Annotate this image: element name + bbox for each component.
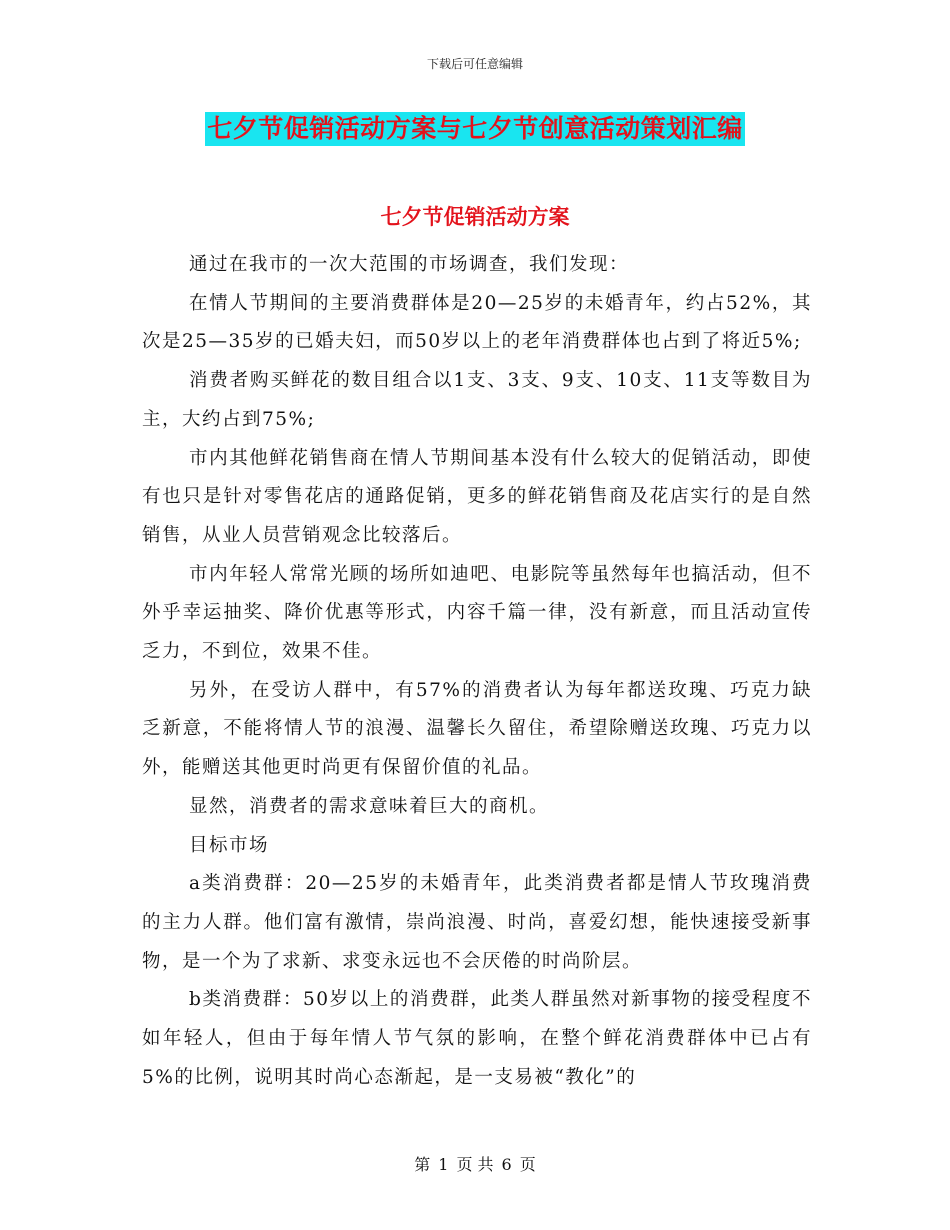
paragraph: 在情人节期间的主要消费群体是20—25岁的未婚青年，约占52%，其次是25—35岁的已婚夫妇，而50岁以上的老年消费群体也占到了将近5%; xyxy=(142,292,812,353)
paragraph: 消费者购买鲜花的数目组合以1支、3支、9支、10支、11支等数目为主，大约占到75%; xyxy=(142,370,812,430)
paragraph: 另外，在受访人群中，有57%的消费者认为每年都送玫瑰、巧克力缺乏新意，不能将情人节的浪漫、温馨长久留住，希望除赠送玫瑰、巧克力以外，能赠送其他更时尚更有保留价值的礼品。 xyxy=(142,679,812,779)
paragraph: b类消费群：50岁以上的消费群，此类人群虽然对新事物的接受程度不如年轻人，但由于每年情人节气氛的影响，在整个鲜花消费群体中已占有5%的比例，说明其时尚心态渐起，是一支易被“教化”的 xyxy=(142,989,812,1088)
paragraph: 市内其他鲜花销售商在情人节期间基本没有什么较大的促销活动，即使有也只是针对零售花店的通路促销，更多的鲜花销售商及花店实行的是自然销售，从业人员营销观念比较落后。 xyxy=(142,447,812,546)
paragraph: 市内年轻人常常光顾的场所如迪吧、电影院等虽然每年也搞活动，但不外乎幸运抽奖、降价优惠等形式，内容千篇一律，没有新意，而且活动宣传乏力，不到位，效果不佳。 xyxy=(142,563,812,663)
main-title: 七夕节促销活动方案与七夕节创意活动策划汇编 xyxy=(205,112,745,146)
footer-current-page: 1 xyxy=(438,1155,449,1174)
footer-label-page: 第 xyxy=(414,1155,431,1174)
body-text xyxy=(142,246,812,1097)
paragraph: a类消费群：20—25岁的未婚青年，此类消费者都是情人节玫瑰消费的主力人群。他们富有激情，崇尚浪漫、时尚，喜爱幻想，能快速接受新事物，是一个为了求新、求变永远也不会厌倦的时尚阶层。 xyxy=(142,873,812,972)
paragraph: 目标市场 xyxy=(189,834,270,856)
page-footer xyxy=(0,1152,950,1175)
paragraph: 通过在我市的一次大范围的市场调查，我们发现： xyxy=(189,254,630,275)
paragraph: 显然，消费者的需求意味着巨大的商机。 xyxy=(189,795,550,817)
header-note: 下载后可任意编辑 xyxy=(426,57,523,71)
footer-total-pages: 6 xyxy=(501,1155,512,1174)
section-title: 七夕节促销活动方案 xyxy=(380,204,570,229)
main-title-container xyxy=(0,112,950,146)
footer-label-of: 页 共 xyxy=(456,1155,494,1174)
footer-label-end: 页 xyxy=(519,1155,536,1174)
